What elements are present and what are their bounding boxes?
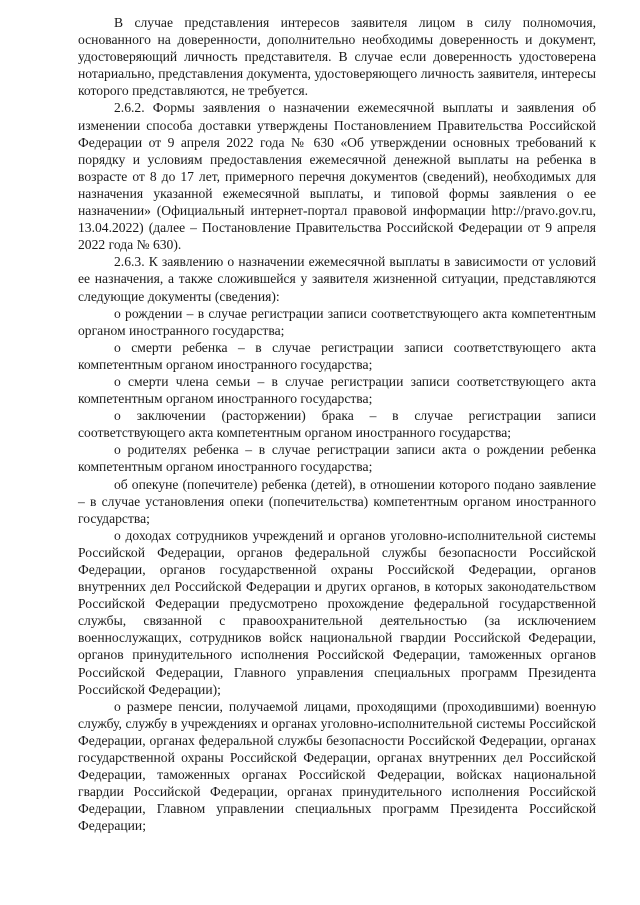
list-item-guardian: об опекуне (попечителе) ребенка (детей), в отношении которого подано заявление – в случае установления опеки (попечительства) компетентным органом иностранного государства; <box>78 476 596 526</box>
list-item-family-member-death: о смерти члена семьи – в случае регистрации записи соответствующего акта компетентным органом иностранного государства; <box>78 373 596 407</box>
list-item-birth: о рождении – в случае регистрации записи соответствующего акта компетентным органом иностранного государства; <box>78 305 596 338</box>
list-item-child-death: о смерти ребенка – в случае регистрации записи соответствующего акта компетентным органом иностранного государства; <box>78 339 596 372</box>
paragraph-2-6-3: 2.6.3. К заявлению о назначении ежемесячной выплаты в зависимости от условий ее назначения, а также сложившейся у заявителя жизненной ситуации, представляются следующие документы (сведения): <box>78 254 596 304</box>
list-item-employee-income: о доходах сотрудников учреждений и органов уголовно-исполнительной системы Российской Федерации, органов федеральной службы безопасности Российской Федерации, органов государственной охраны Российской Федерации, органов внутренних дел Российской Федерации и других органов, в которых законодательством Российской Федерации предусмотрено прохождение федеральной государственной службы, связанной с правоохранительной деятельностью (за исключением военнослужащих, сотрудников войск национальной гвардии Российской Федерации, органов принудительного исполнения Российской Федерации, таможенных органов Российской Федерации, Главного управления специальных программ Президента Российской Федерации); <box>78 527 596 697</box>
list-item-marriage: о заключении (расторжении) брака – в случае регистрации записи соответствующего акта компетентным органом иностранного государства; <box>78 408 596 441</box>
paragraph-2-6-2: 2.6.2. Формы заявления о назначении ежемесячной выплаты и заявления об изменении способа доставки утверждены Постановлением Правительства Российской Федерации от 9 апреля 2022 года № 630 «Об утверждении основных требований к порядку и условиям предоставления ежемесячной денежной выплаты на ребенка в возрасте от 8 до 17 лет, примерного перечня документов (сведений), необходимых для назначения указанной ежемесячной выплаты, и типовой формы заявления о ее назначении» (Официальный интернет-портал правовой информации http://pravo.gov.ru, 13.04.2022) (далее – Постановление Правительства Российской Федерации от 9 апреля 2022 года № 630). <box>78 100 596 253</box>
paragraph-representative: В случае представления интересов заявителя лицом в силу полномочия, основанного на доверенности, дополнительно необходимы доверенность и документ, удостоверяющий личность представителя. В случае если доверенность удостоверена нотариально, представления документа, удостоверяющего личность заявителя, интересы которого представляются, не требуется. <box>78 15 596 99</box>
list-item-pension-amount: о размере пенсии, получаемой лицами, проходящими (проходившими) военную службу, службу в учреждениях и органах уголовно-исполнительной системы Российской Федерации, органах федеральной службы безопасности Российской Федерации, органах государственной охраны Российской Федерации, органах внутренних дел Российской Федерации, таможенных органах Российской Федерации, войсках национальной гвардии Российской Федерации, органах принудительного исполнения Российской Федерации, Главном управлении специальных программ Президента Российской Федерации; <box>78 698 596 834</box>
list-item-parents: о родителях ребенка – в случае регистрации записи акта о рождении ребенка компетентным органом иностранного государства; <box>78 442 596 475</box>
document-page <box>78 14 596 835</box>
